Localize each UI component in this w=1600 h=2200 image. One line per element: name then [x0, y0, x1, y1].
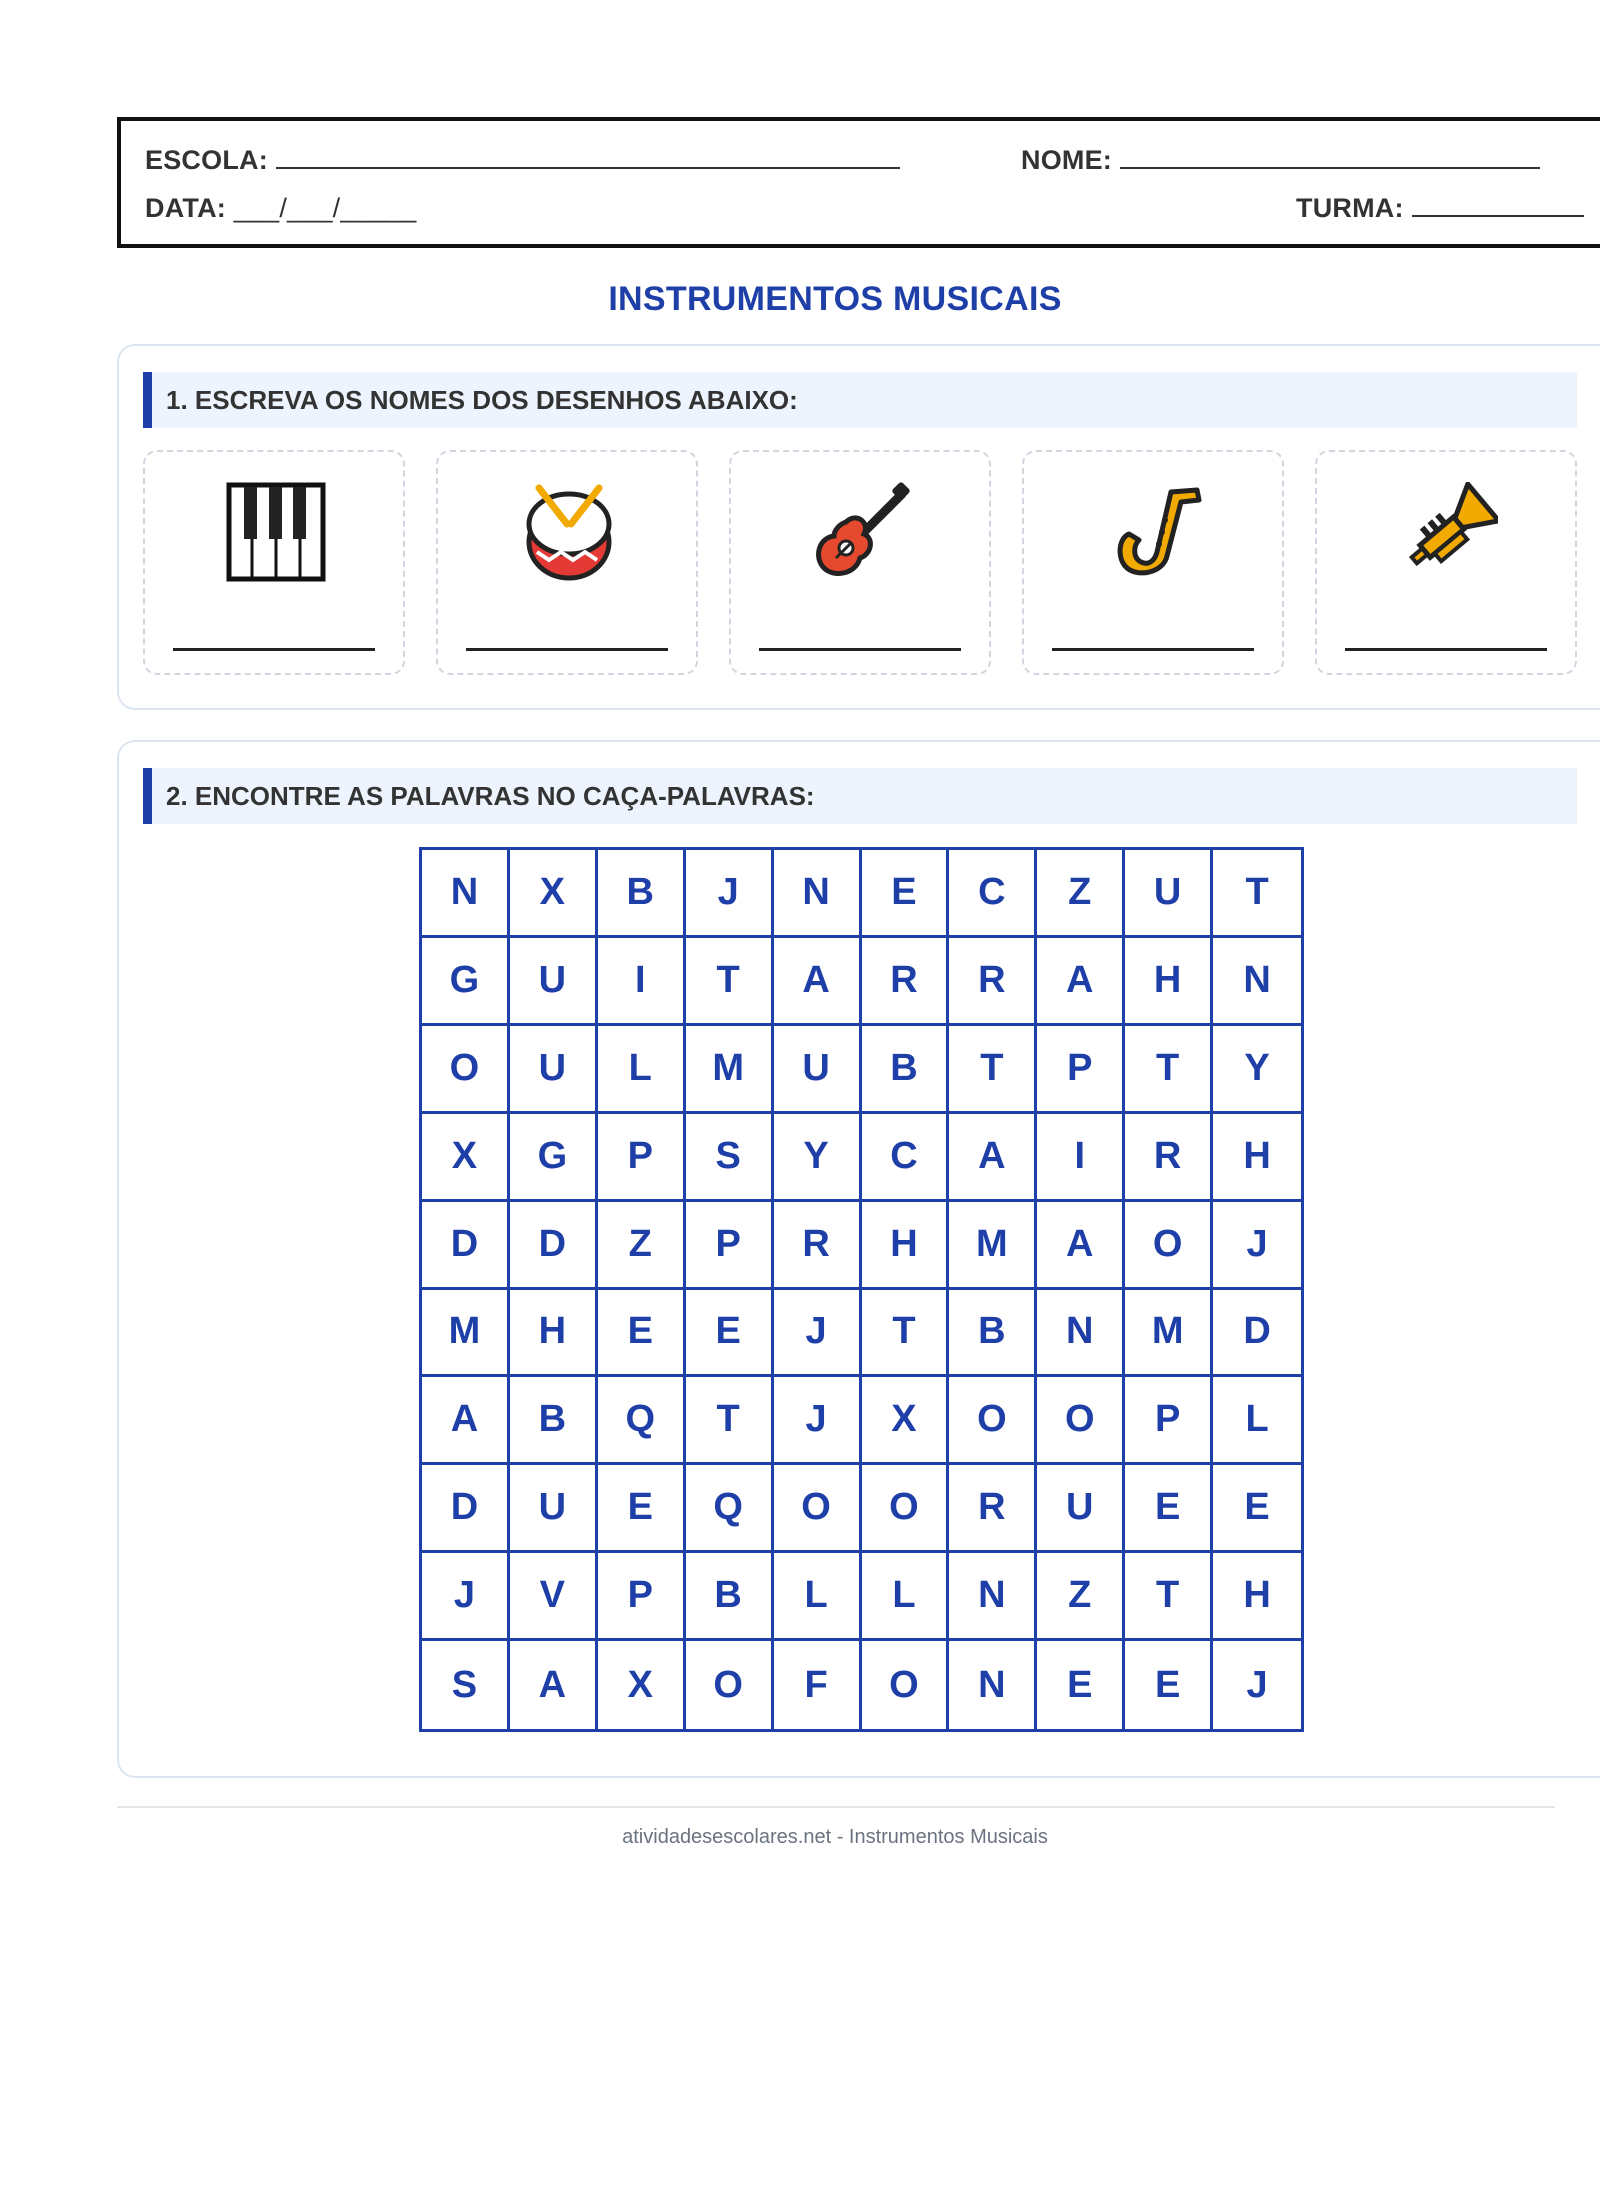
picture-tile-saxophone [1022, 450, 1284, 675]
grid-cell[interactable]: X [510, 850, 598, 938]
grid-cell[interactable]: R [949, 1465, 1037, 1553]
section-1-heading: 1. ESCREVA OS NOMES DOS DESENHOS ABAIXO: [143, 372, 1577, 428]
grid-cell[interactable]: T [949, 1026, 1037, 1114]
grid-cell[interactable]: I [1037, 1114, 1125, 1202]
grid-cell[interactable]: J [422, 1553, 510, 1641]
grid-cell[interactable]: J [686, 850, 774, 938]
grid-cell[interactable]: X [862, 1377, 950, 1465]
grid-cell[interactable]: Z [1037, 1553, 1125, 1641]
drum-icon [519, 482, 619, 582]
grid-cell[interactable]: H [1213, 1114, 1301, 1202]
data-blank: ___/___/_____ [233, 193, 417, 223]
picture-tile-guitar [729, 450, 991, 675]
section-2-heading: 2. ENCONTRE AS PALAVRAS NO CAÇA-PALAVRAS: [143, 768, 1577, 824]
answer-line[interactable] [1052, 648, 1254, 651]
grid-cell[interactable]: E [1213, 1465, 1301, 1553]
footer-divider [117, 1806, 1555, 1808]
grid-cell[interactable]: P [598, 1553, 686, 1641]
turma-line [1412, 193, 1584, 217]
grid-cell[interactable]: H [1125, 938, 1213, 1026]
grid-cell[interactable]: H [510, 1290, 598, 1378]
grid-cell[interactable]: J [774, 1377, 862, 1465]
grid-cell[interactable]: X [598, 1641, 686, 1729]
grid-cell[interactable]: B [949, 1290, 1037, 1378]
saxophone-icon [1105, 482, 1205, 582]
grid-cell[interactable]: H [862, 1202, 950, 1290]
grid-cell[interactable]: S [686, 1114, 774, 1202]
grid-cell[interactable]: M [422, 1290, 510, 1378]
grid-cell[interactable]: F [774, 1641, 862, 1729]
grid-cell[interactable]: B [598, 850, 686, 938]
grid-cell[interactable]: O [949, 1377, 1037, 1465]
grid-cell[interactable]: X [422, 1114, 510, 1202]
grid-cell[interactable]: N [422, 850, 510, 938]
escola-field[interactable]: ESCOLA: [145, 145, 900, 176]
data-field[interactable]: DATA: ___/___/_____ [145, 193, 417, 223]
grid-cell[interactable]: T [1213, 850, 1301, 938]
footer-text: atividadesescolares.net - Instrumentos Musicais [622, 1826, 1048, 1848]
grid-cell[interactable]: O [686, 1641, 774, 1729]
grid-cell[interactable]: J [1246, 1663, 1268, 1706]
grid-cell[interactable]: B [510, 1377, 598, 1465]
grid-cell[interactable]: L [598, 1026, 686, 1114]
grid-cell[interactable]: N [1213, 938, 1301, 1026]
grid-cell[interactable]: C [949, 850, 1037, 938]
grid-cell[interactable]: E [1125, 1641, 1213, 1729]
picture-tile-drum [436, 450, 698, 675]
grid-cell[interactable]: Q [598, 1377, 686, 1465]
grid-cell[interactable]: M [949, 1202, 1037, 1290]
grid-cell[interactable]: D [510, 1202, 598, 1290]
turma-field[interactable]: TURMA: [1296, 193, 1584, 224]
answer-line[interactable] [1345, 648, 1547, 651]
section-2-card [117, 740, 1600, 1778]
grid-cell[interactable]: N [774, 850, 862, 938]
grid-cell[interactable]: A [1037, 938, 1125, 1026]
grid-cell[interactable]: U [1037, 1465, 1125, 1553]
grid-cell[interactable]: Y [774, 1114, 862, 1202]
grid-cell[interactable]: H [1213, 1553, 1301, 1641]
grid-cell[interactable]: V [510, 1553, 598, 1641]
grid-cell[interactable]: D [1213, 1290, 1301, 1378]
grid-cell[interactable]: E [862, 850, 950, 938]
grid-cell[interactable]: A [1037, 1202, 1125, 1290]
nome-field[interactable]: NOME: [1021, 145, 1540, 176]
grid-cell[interactable]: P [598, 1114, 686, 1202]
grid-cell[interactable]: O [422, 1026, 510, 1114]
grid-cell[interactable]: O [862, 1641, 950, 1729]
grid-cell[interactable]: N [949, 1641, 1037, 1729]
grid-cell[interactable]: C [862, 1114, 950, 1202]
answer-line[interactable] [759, 648, 961, 651]
grid-cell[interactable]: J [774, 1290, 862, 1378]
grid-cell[interactable]: T [686, 1377, 774, 1465]
grid-cell[interactable]: E [1125, 1465, 1213, 1553]
grid-cell[interactable]: Z [1037, 850, 1125, 938]
grid-cell[interactable]: A [774, 938, 862, 1026]
grid-cell[interactable]: U [510, 1465, 598, 1553]
grid-cell[interactable]: E [598, 1290, 686, 1378]
grid-cell[interactable]: O [862, 1465, 950, 1553]
section-1-card [117, 344, 1600, 710]
piano-keys-icon [226, 482, 326, 582]
grid-cell[interactable]: E [1037, 1641, 1125, 1729]
grid-cell[interactable]: R [949, 938, 1037, 1026]
grid-cell[interactable]: R [1125, 1114, 1213, 1202]
picture-tile-piano [143, 450, 405, 675]
grid-cell[interactable]: N [1037, 1290, 1125, 1378]
grid-cell[interactable]: O [1125, 1202, 1213, 1290]
grid-cell[interactable]: T [1125, 1026, 1213, 1114]
grid-cell[interactable]: L [774, 1553, 862, 1641]
grid-cell[interactable]: E [686, 1290, 774, 1378]
trumpet-icon [1398, 482, 1498, 582]
grid-cell[interactable]: Q [686, 1465, 774, 1553]
word-search-grid [419, 847, 1304, 1732]
grid-cell[interactable]: O [1037, 1377, 1125, 1465]
grid-cell[interactable]: N [949, 1553, 1037, 1641]
grid-cell[interactable]: U [510, 938, 598, 1026]
grid-cell[interactable]: L [1213, 1377, 1301, 1465]
grid-cell[interactable]: A [422, 1377, 510, 1465]
grid-cell[interactable]: I [598, 938, 686, 1026]
grid-cell[interactable]: J [1213, 1202, 1301, 1290]
grid-cell[interactable]: P [1125, 1377, 1213, 1465]
grid-cell[interactable]: U [510, 1026, 598, 1114]
answer-line[interactable] [466, 648, 668, 651]
nome-line [1120, 145, 1540, 169]
grid-cell[interactable]: E [598, 1465, 686, 1553]
student-info-box [117, 117, 1600, 248]
grid-cell[interactable]: A [510, 1641, 598, 1729]
picture-tile-trumpet [1315, 450, 1577, 675]
escola-line [276, 145, 900, 169]
grid-cell[interactable]: T [862, 1290, 950, 1378]
grid-cell[interactable]: P [686, 1202, 774, 1290]
guitar-icon [812, 482, 912, 582]
grid-cell[interactable]: G [510, 1114, 598, 1202]
grid-cell[interactable]: B [862, 1026, 950, 1114]
grid-cell[interactable]: D [422, 1202, 510, 1290]
grid-cell[interactable]: B [686, 1553, 774, 1641]
grid-cell[interactable]: T [1125, 1553, 1213, 1641]
grid-cell[interactable]: D [422, 1465, 510, 1553]
grid-cell[interactable]: S [422, 1641, 510, 1729]
answer-line[interactable] [173, 648, 375, 651]
grid-cell[interactable]: R [862, 938, 950, 1026]
grid-cell[interactable]: Y [1213, 1026, 1301, 1114]
grid-cell[interactable]: M [1125, 1290, 1213, 1378]
grid-cell[interactable]: L [862, 1553, 950, 1641]
page-title: INSTRUMENTOS MUSICAIS [608, 280, 1062, 318]
grid-cell[interactable]: Z [598, 1202, 686, 1290]
grid-cell[interactable]: R [774, 1202, 862, 1290]
grid-cell[interactable]: O [774, 1465, 862, 1553]
grid-cell[interactable]: A [949, 1114, 1037, 1202]
grid-cell[interactable]: U [1125, 850, 1213, 938]
grid-cell[interactable]: U [774, 1026, 862, 1114]
grid-cell[interactable]: T [686, 938, 774, 1026]
grid-cell[interactable]: M [686, 1026, 774, 1114]
grid-cell[interactable]: P [1037, 1026, 1125, 1114]
grid-cell[interactable]: G [422, 938, 510, 1026]
